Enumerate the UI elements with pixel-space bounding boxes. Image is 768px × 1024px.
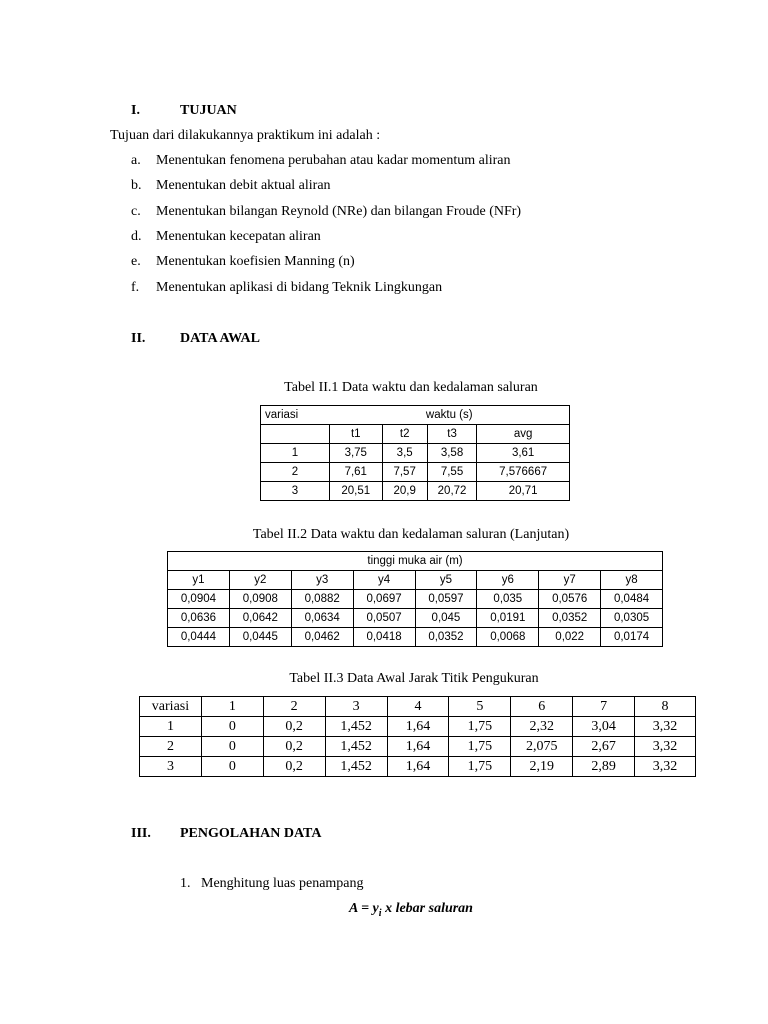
table-1-subheader: avg: [477, 425, 570, 444]
table-header-row: [140, 697, 696, 717]
table-cell: 3,32: [635, 757, 696, 777]
table-cell: 7,576667: [477, 463, 570, 482]
section-2-title: DATA AWAL: [180, 331, 261, 346]
table-cell: 1,64: [387, 737, 449, 757]
goal-item-letter: d.: [131, 228, 142, 244]
table-2-column-header: y2: [229, 571, 291, 590]
table-row: [140, 737, 696, 757]
table-1-subheader: t2: [382, 425, 427, 444]
goal-item-text: Menentukan debit aktual aliran: [156, 178, 331, 194]
step-1-text: 1. Menghitung luas penampang: [180, 876, 364, 891]
table-cell: 3,75: [330, 444, 383, 463]
table-cell: 2,075: [511, 737, 573, 757]
table-cell: 20,51: [330, 482, 383, 501]
table-cell: 7,57: [382, 463, 427, 482]
table-cell: 0: [201, 757, 263, 777]
goal-item-letter: f.: [131, 279, 140, 295]
table-3-column-header: 3: [325, 697, 387, 717]
table-cell: 0,0484: [601, 590, 663, 609]
table-cell: 1,64: [387, 717, 449, 737]
table-cell: 0,0697: [353, 590, 415, 609]
table-3-column-header: 8: [635, 697, 696, 717]
section-3-title: PENGOLAHAN DATA: [180, 826, 322, 841]
table-cell: 3,5: [382, 444, 427, 463]
table-row: [261, 463, 570, 482]
goal-item-text: Menentukan bilangan Reynold (NRe) dan bilangan Froude (NFr): [156, 203, 522, 219]
table-2-column-header: y4: [353, 571, 415, 590]
table-cell: 0,0191: [477, 609, 539, 628]
table-cell: 1,75: [449, 737, 511, 757]
table-header-row: [168, 571, 663, 590]
goal-item-letter: e.: [131, 254, 141, 270]
goal-item-letter: c.: [131, 203, 141, 219]
goal-item-text: Menentukan koefisien Manning (n): [156, 254, 355, 270]
table-3-column-header: 1: [201, 697, 263, 717]
goal-item-letter: b.: [131, 178, 142, 194]
table-cell: 1: [140, 717, 202, 737]
area-formula: [0, 901, 768, 919]
table-2-column-header: y5: [415, 571, 477, 590]
table-cell: 1,452: [325, 717, 387, 737]
formula-subscript: i: [378, 907, 382, 919]
goal-item-text: Menentukan kecepatan aliran: [156, 228, 321, 244]
table-cell: 0,0174: [601, 628, 663, 647]
table-row: [168, 609, 663, 628]
table-3-column-header: 6: [511, 697, 573, 717]
table-cell: 0,2: [263, 757, 325, 777]
table-cell: 0,022: [539, 628, 601, 647]
table-cell: 2: [140, 737, 202, 757]
table-cell: 0,0305: [601, 609, 663, 628]
table-row: [261, 482, 570, 501]
section-2-number: II.: [131, 331, 146, 346]
table-cell: 0,0597: [415, 590, 477, 609]
table-cell: 1: [261, 444, 330, 463]
table-cell: 1,75: [449, 757, 511, 777]
table-3-column-header: 4: [387, 697, 449, 717]
table-cell: 3,32: [635, 717, 696, 737]
table-cell: 0,0642: [229, 609, 291, 628]
table-cell: 0: [201, 737, 263, 757]
section-1-intro: Tujuan dari dilakukannya praktikum ini adalah :: [110, 128, 381, 143]
table-3-column-header: 5: [449, 697, 511, 717]
table-cell: 1,452: [325, 737, 387, 757]
section-1-number: I.: [131, 103, 140, 118]
table-2-column-header: y3: [291, 571, 353, 590]
table-cell: 7,61: [330, 463, 383, 482]
table-1-group-header: waktu (s): [330, 406, 570, 425]
table-cell: 0,0352: [539, 609, 601, 628]
table-cell: 2,67: [573, 737, 635, 757]
goal-item-text: Menentukan aplikasi di bidang Teknik Lingkungan: [156, 279, 443, 295]
table-3-column-header: variasi: [140, 697, 202, 717]
table-cell: 0,0445: [229, 628, 291, 647]
table-cell: 7,55: [427, 463, 476, 482]
table-cell: 2,32: [511, 717, 573, 737]
table-cell: 2,19: [511, 757, 573, 777]
table-3-column-header: 7: [573, 697, 635, 717]
table-row: [261, 444, 570, 463]
table-cell: 0,0444: [168, 628, 230, 647]
goal-item-letter: a.: [131, 153, 141, 168]
table-2-column-header: y6: [477, 571, 539, 590]
table-1-caption: Tabel II.1 Data waktu dan kedalaman saluran: [284, 380, 538, 395]
section-3-number: III.: [131, 826, 151, 841]
table-cell: 0,0068: [477, 628, 539, 647]
table-row: [140, 717, 696, 737]
table-cell: 1,64: [387, 757, 449, 777]
time-depth-table: [260, 405, 570, 501]
table-2-column-header: y8: [601, 571, 663, 590]
table-cell: 0,0576: [539, 590, 601, 609]
table-cell: 2: [261, 463, 330, 482]
table-cell: 3: [261, 482, 330, 501]
table-cell: 0,0352: [415, 628, 477, 647]
table-cell: 0,0908: [229, 590, 291, 609]
table-cell: 3,61: [477, 444, 570, 463]
table-cell: 1,452: [325, 757, 387, 777]
table-cell: 0,045: [415, 609, 477, 628]
table-cell: 0,0882: [291, 590, 353, 609]
table-3-caption: Tabel II.3 Data Awal Jarak Titik Pengukuran: [289, 671, 539, 686]
table-cell: 0,2: [263, 717, 325, 737]
table-1-corner-header: variasi: [261, 406, 330, 425]
measurement-distance-table: [139, 696, 696, 777]
goal-item-text: Menentukan fenomena perubahan atau kadar momentum aliran: [156, 153, 511, 168]
table-cell: 0: [201, 717, 263, 737]
table-cell: 0,035: [477, 590, 539, 609]
table-cell: 0,0904: [168, 590, 230, 609]
table-row: [168, 590, 663, 609]
table-cell: 20,9: [382, 482, 427, 501]
table-row: [168, 628, 663, 647]
table-cell: 2,89: [573, 757, 635, 777]
table-cell: 3: [140, 757, 202, 777]
table-cell: 0,0507: [353, 609, 415, 628]
table-2-caption: Tabel II.2 Data waktu dan kedalaman saluran (Lanjutan): [252, 527, 570, 542]
table-cell: 0,0634: [291, 609, 353, 628]
table-cell: 20,71: [477, 482, 570, 501]
table-cell: 3,32: [635, 737, 696, 757]
formula-lhs: A = y: [349, 901, 379, 916]
table-cell: 3,58: [427, 444, 476, 463]
table-cell: 1,75: [449, 717, 511, 737]
section-1-title: TUJUAN: [180, 103, 237, 118]
table-cell: 0,0636: [168, 609, 230, 628]
table-1-subheader: t1: [330, 425, 383, 444]
water-level-table: [167, 551, 663, 647]
table-1-subheader: t3: [427, 425, 476, 444]
table-cell: 3,04: [573, 717, 635, 737]
table-2-group-header: tinggi muka air (m): [168, 552, 663, 571]
table-2-column-header: y7: [539, 571, 601, 590]
table-cell: 0,0462: [291, 628, 353, 647]
table-1-empty-cell: [261, 425, 330, 444]
table-row: [140, 757, 696, 777]
table-cell: 20,72: [427, 482, 476, 501]
formula-rhs: x lebar saluran: [381, 901, 473, 916]
table-cell: 0,0418: [353, 628, 415, 647]
table-2-column-header: y1: [168, 571, 230, 590]
table-3-column-header: 2: [263, 697, 325, 717]
table-cell: 0,2: [263, 737, 325, 757]
